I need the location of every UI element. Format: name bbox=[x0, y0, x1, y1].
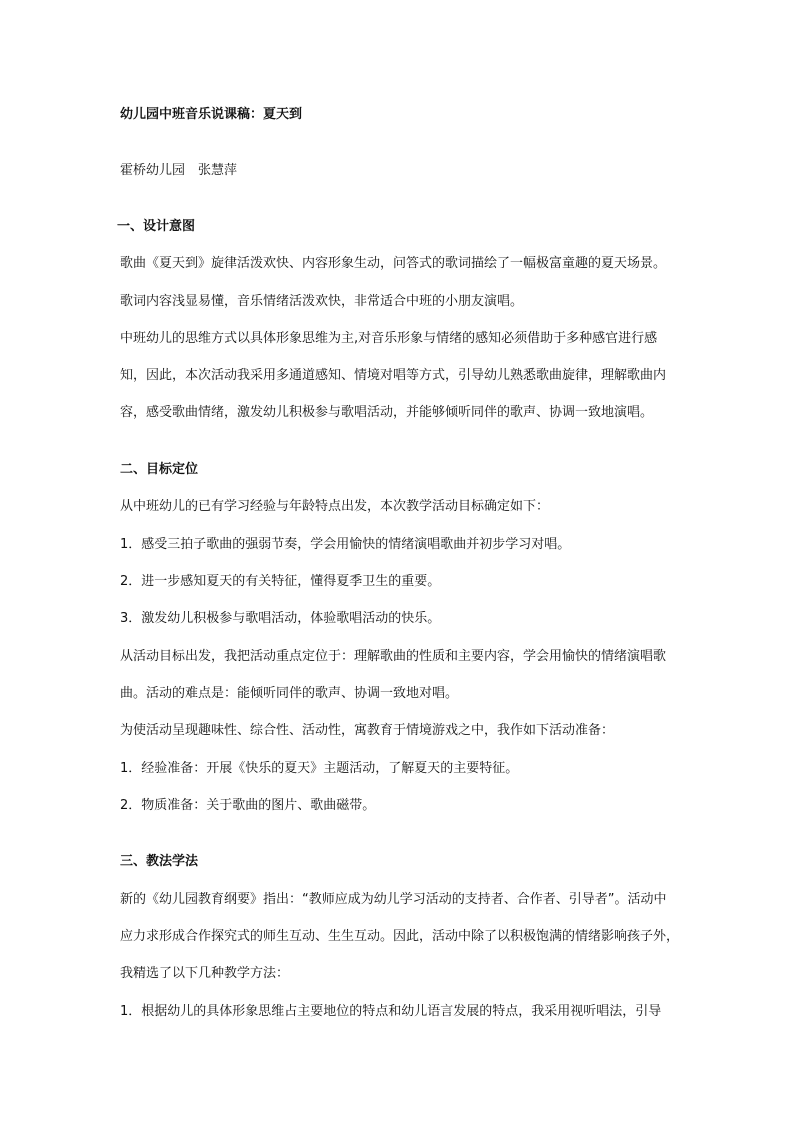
section-heading-goals: 二、目标定位 bbox=[120, 462, 199, 477]
section-heading-methods: 三、教法学法 bbox=[120, 854, 199, 869]
section-heading-design-intent: 一、设计意图 bbox=[117, 219, 196, 234]
list-item: 2．物质准备：关于歌曲的图片、歌曲磁带。 bbox=[120, 798, 376, 813]
paragraph-line: 应力求形成合作探究式的师生互动、生生互动。因此，活动中除了以积极饱满的情绪影响孩子外， bbox=[120, 929, 680, 944]
document-title: 幼儿园中班音乐说课稿：夏天到 bbox=[120, 107, 303, 122]
author-line: 霍桥幼儿园 张慧萍 bbox=[120, 163, 238, 178]
list-item: 1．感受三拍子歌曲的强弱节奏，学会用愉快的情绪演唱歌曲并初步学习对唱。 bbox=[120, 537, 571, 552]
paragraph-line: 歌词内容浅显易懂，音乐情绪活泼欢快，非常适合中班的小朋友演唱。 bbox=[120, 294, 524, 309]
paragraph-line: 从活动目标出发，我把活动重点定位于：理解歌曲的性质和主要内容，学会用愉快的情绪演唱歌 bbox=[120, 649, 667, 664]
list-item: 2．进一步感知夏天的有关特征，懂得夏季卫生的重要。 bbox=[120, 574, 441, 589]
paragraph-line: 知，因此，本次活动我采用多通道感知、情境对唱等方式，引导幼儿熟悉歌曲旋律，理解歌曲内 bbox=[120, 368, 667, 383]
paragraph-line: 从中班幼儿的已有学习经验与年龄特点出发，本次教学活动目标确定如下： bbox=[120, 499, 550, 514]
paragraph-line: 歌曲《夏天到》旋律活泼欢快、内容形象生动，问答式的歌词描绘了一幅极富童趣的夏天场景。 bbox=[120, 256, 667, 271]
paragraph-line: 为使活动呈现趣味性、综合性、活动性，寓教育于情境游戏之中，我作如下活动准备： bbox=[120, 723, 615, 738]
paragraph-line: 新的《幼儿园教育纲要》指出：“教师应成为幼儿学习活动的支持者、合作者、引导者”。活动中 bbox=[120, 892, 667, 907]
list-item: 1．经验准备：开展《快乐的夏天》主题活动，了解夏天的主要特征。 bbox=[120, 761, 519, 776]
paragraph-line: 中班幼儿的思维方式以具体形象思维为主,对音乐形象与情绪的感知必须借助于多种感官进行感 bbox=[120, 331, 658, 346]
paragraph-line: 我精选了以下几种教学方法： bbox=[120, 966, 290, 981]
paragraph-line: 容，感受歌曲情绪，激发幼儿积极参与歌唱活动，并能够倾听同伴的歌声、协调一致地演唱。 bbox=[120, 405, 654, 420]
list-item: 1．根据幼儿的具体形象思维占主要地位的特点和幼儿语言发展的特点，我采用视听唱法，引导 bbox=[120, 1004, 662, 1019]
list-item: 3．激发幼儿积极参与歌唱活动，体验歌唱活动的快乐。 bbox=[120, 611, 441, 626]
paragraph-line: 曲。活动的难点是：能倾听同伴的歌声、协调一致地对唱。 bbox=[120, 686, 459, 701]
